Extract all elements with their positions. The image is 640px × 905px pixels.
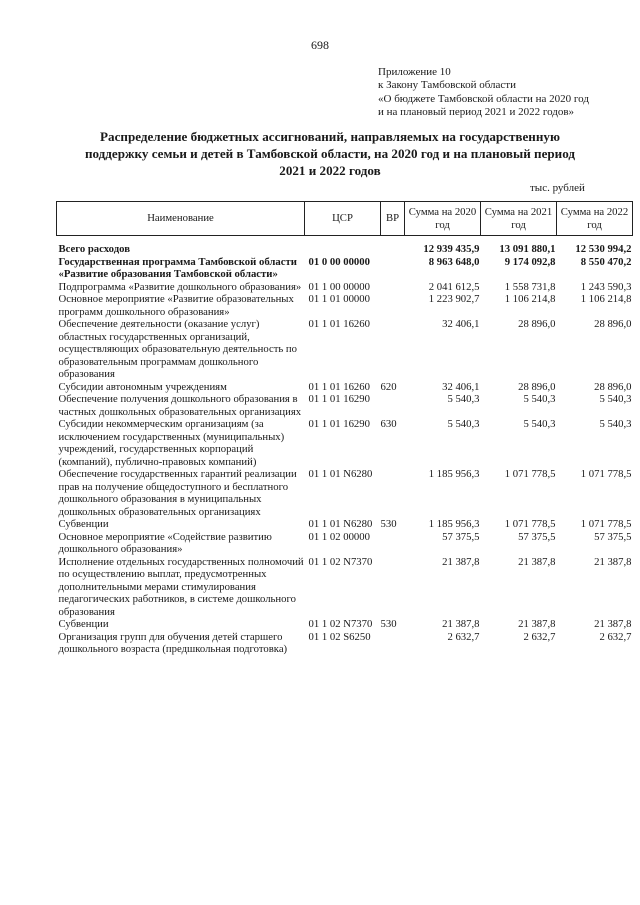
table-row (57, 393, 633, 418)
appendix-line: к Закону Тамбовской области (378, 79, 516, 92)
header-sum-2022: Сумма на 2022 год (557, 202, 633, 236)
row-csr: 01 1 02 00000 (308, 530, 370, 543)
row-csr: 01 1 01 N6280 (308, 468, 373, 480)
row-sum-2022: 21 387,8 (594, 618, 632, 630)
row-sum-2020: 21 387,8 (442, 555, 480, 568)
row-sum-2022: 1 243 590,3 (580, 280, 632, 293)
row-vr: 530 (380, 518, 397, 530)
table-row (57, 531, 633, 556)
row-sum-2022: 5 540,3 (599, 393, 632, 405)
table-row (57, 318, 633, 381)
row-sum-2021: 1 558 731,8 (504, 280, 556, 293)
row-sum-2022: 1 071 778,5 (580, 468, 632, 480)
row-sum-2022: 5 540,3 (599, 418, 632, 430)
row-sum-2020: 32 406,1 (442, 380, 480, 393)
row-vr (381, 293, 405, 318)
row-csr: 01 1 01 16290 (308, 393, 370, 405)
row-sum-2020: 1 223 902,7 (428, 293, 480, 305)
row-vr: 620 (380, 380, 397, 393)
row-name: Государственная программа Тамбовской области «Развитие образования Тамбовской области» (58, 255, 297, 280)
row-name: Организация групп для обучения детей старшего дошкольного возраста (предшкольная подготовка) (58, 630, 288, 655)
row-vr (381, 393, 405, 418)
row-sum-2022: 21 387,8 (594, 555, 632, 568)
row-sum-2020: 2 632,7 (447, 630, 480, 643)
row-sum-2021: 1 071 778,5 (504, 518, 556, 530)
budget-table (56, 201, 633, 656)
unit-label: тыс. рублей (530, 182, 585, 194)
row-sum-2020: 2 041 612,5 (428, 280, 480, 293)
row-sum-2021: 21 387,8 (518, 555, 556, 568)
header-sum-2021: Сумма на 2021 год (481, 202, 557, 236)
row-sum-2022: 28 896,0 (594, 380, 632, 393)
row-sum-2021: 1 106 214,8 (504, 293, 556, 305)
row-vr (381, 531, 405, 556)
row-csr (305, 236, 381, 256)
row-vr: 530 (380, 618, 397, 630)
table-row (57, 556, 633, 619)
row-name: Субвенции (58, 518, 109, 530)
row-sum-2021: 57 375,5 (518, 530, 556, 543)
row-sum-2021: 5 540,3 (523, 393, 556, 405)
row-vr (381, 256, 405, 281)
document-title (50, 128, 610, 179)
table-row (57, 281, 633, 294)
appendix-line: «О бюджете Тамбовской области на 2020 год (378, 92, 589, 105)
row-sum-2020: 1 185 956,3 (428, 518, 480, 530)
row-name: Субсидии автономным учреждениям (58, 380, 227, 393)
title-line: 2021 и 2022 годов (279, 163, 381, 178)
row-csr: 01 1 01 16260 (308, 318, 370, 330)
row-sum-2022: 28 896,0 (594, 318, 632, 330)
row-csr: 01 1 00 00000 (308, 280, 370, 293)
row-sum-2021: 1 071 778,5 (504, 468, 556, 480)
row-csr: 01 1 01 16290 (308, 418, 370, 430)
row-sum-2020: 8 963 648,0 (428, 255, 480, 268)
row-sum-2022: 1 071 778,5 (580, 518, 632, 530)
row-name: Субвенции (58, 618, 109, 630)
row-sum-2020: 32 406,1 (442, 318, 480, 330)
page-number: 698 (311, 38, 329, 52)
appendix-line: и на плановый период 2021 и 2022 годов» (378, 106, 575, 119)
row-name: Обеспечение деятельности (оказание услуг) областных государственных организаций, осуществляющих образовательную деятельность по образовательным программам дошкольного образования (58, 318, 297, 380)
row-sum-2021: 2 632,7 (523, 630, 556, 643)
table-row (57, 468, 633, 518)
row-name: Субсидии некоммерческим организациям (за исключением государственных (муниципальных) учреждений, государственных корпораций (компаний), публично-правовых компаний) (58, 418, 285, 468)
table-row (57, 418, 633, 468)
row-sum-2021: 13 091 880,1 (499, 243, 556, 255)
row-vr (381, 236, 405, 256)
header-csr: ЦСР (305, 202, 381, 236)
row-vr (381, 281, 405, 294)
row-sum-2021: 5 540,3 (523, 418, 556, 430)
row-vr (381, 468, 405, 518)
row-sum-2022: 2 632,7 (599, 630, 632, 643)
row-vr (381, 318, 405, 381)
row-sum-2021: 9 174 092,8 (504, 255, 556, 268)
table-row (57, 293, 633, 318)
row-vr (381, 631, 405, 656)
row-name: Основное мероприятие «Содействие развитию дошкольного образования» (58, 530, 272, 555)
row-vr: 630 (380, 418, 397, 430)
row-sum-2022: 57 375,5 (594, 530, 632, 543)
row-csr: 01 0 00 00000 (308, 255, 370, 268)
row-sum-2022: 1 106 214,8 (580, 293, 632, 305)
row-sum-2021: 28 896,0 (518, 380, 556, 393)
row-name: Подпрограмма «Развитие дошкольного образования» (58, 280, 302, 293)
title-line: поддержку семьи и детей в Тамбовской области, на 2020 год и на плановый период (84, 146, 576, 161)
row-name: Исполнение отдельных государственных полномочий по осуществлению выплат, предусмотренных дополнительными мерами стимулирования педагогических работников, в системе дошкольного образования (58, 555, 304, 618)
row-csr: 01 1 01 00000 (308, 293, 370, 305)
row-sum-2021: 21 387,8 (518, 618, 556, 630)
row-sum-2020: 12 939 435,9 (423, 243, 480, 255)
header-vr: ВР (381, 202, 405, 236)
row-name: Обеспечение получения дошкольного образования в частных дошкольных образовательных организациях (58, 393, 302, 418)
row-sum-2022: 8 550 470,2 (580, 255, 632, 268)
row-sum-2020: 5 540,3 (447, 393, 480, 405)
table-row (57, 618, 633, 631)
table-row (57, 631, 633, 656)
row-name: Обеспечение государственных гарантий реализации прав на получение общедоступного и бесплатного дошкольного образования в муниципальных дошкольных образовательных организациях (58, 468, 297, 518)
table-row-total (57, 236, 633, 256)
row-csr: 01 1 01 N6280 (308, 518, 373, 530)
table-header-row (57, 202, 633, 236)
row-vr (381, 556, 405, 619)
row-sum-2020: 57 375,5 (442, 530, 480, 543)
table-row (57, 256, 633, 281)
table-row (57, 518, 633, 531)
header-sum-2020: Сумма на 2020 год (405, 202, 481, 236)
row-csr: 01 1 01 16260 (308, 380, 370, 393)
row-sum-2020: 1 185 956,3 (428, 468, 480, 480)
row-sum-2020: 21 387,8 (442, 618, 480, 630)
header-name: Наименование (57, 202, 305, 236)
appendix-line: Приложение 10 (378, 66, 451, 78)
appendix-note (378, 66, 628, 120)
title-line: Распределение бюджетных ассигнований, направляемых на государственную (100, 129, 560, 144)
row-sum-2021: 28 896,0 (518, 318, 556, 330)
row-name: Основное мероприятие «Развитие образовательных программ дошкольного образования» (58, 293, 294, 318)
row-csr: 01 1 02 N7370 (308, 555, 373, 568)
table-row (57, 381, 633, 394)
row-sum-2022: 12 530 994,2 (575, 243, 632, 255)
row-name: Всего расходов (58, 243, 130, 255)
row-sum-2020: 5 540,3 (447, 418, 480, 430)
row-csr: 01 1 02 N7370 (308, 618, 373, 630)
row-csr: 01 1 02 S6250 (308, 630, 371, 643)
